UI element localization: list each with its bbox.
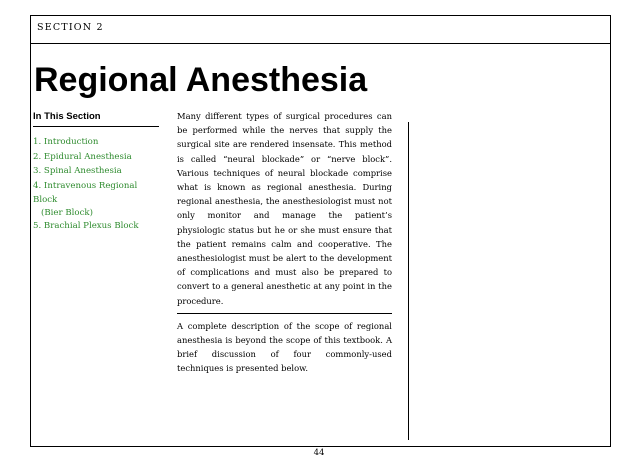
section-link-spinal-anesthesia[interactable] [33,164,159,179]
column-divider [408,122,409,440]
sidebar-heading: In This Section [33,111,159,127]
page-number: 44 [313,448,325,458]
paragraph-divider [177,313,392,314]
body-paragraph-2: A complete description of the scope of regional anesthesia is beyond the scope of this textbook. A brief discussion of four commonly-used techniques is presented below. [177,320,392,374]
section-link-label: 4. Intravenous Regional Block [33,180,138,205]
page-title: Regional Anesthesia [34,61,368,99]
section-link-label: 5. Brachial Plexus Block [33,220,139,231]
section-link-label: 1. Introduction [33,137,99,147]
section-link-list [33,135,159,233]
section-link-intravenous-regional-block[interactable] [33,179,159,219]
header-divider [31,43,610,44]
section-link-brachial-plexus-block[interactable] [33,219,159,234]
body-paragraph-1: Many different types of surgical procedures can be performed while the nerves that supply the surgical site are rendered insensate. This method is called “neural blockade” or “nerve block”. Various techniques of neural blockade comprise what is known as regional anesthesia. During regional anesthesia, the anesthesiologist must not only monitor and manage the patient’s physiologic status but he or she must ensure that the patient remains calm and cooperative. The anesthesiologist must be alert to the development of complications and must also be prepared to convert to a general anesthetic at any point in the procedure. [177,111,392,306]
section-link-epidural-anesthesia[interactable] [33,150,159,165]
body-text [177,109,392,381]
section-label: SECTION 2 [37,22,104,33]
in-this-section-sidebar [33,111,159,233]
section-link-sublabel: (Bier Block) [41,207,93,218]
section-link-label: 2. Epidural Anesthesia [33,151,132,162]
section-link-introduction[interactable] [33,135,159,150]
section-link-label: 3. Spinal Anesthesia [33,166,122,176]
